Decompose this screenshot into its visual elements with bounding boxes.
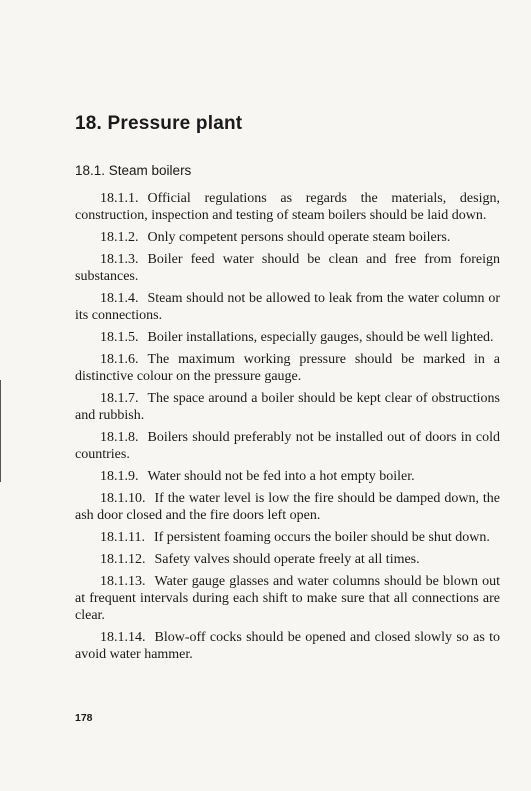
paragraph (75, 573, 500, 624)
paragraph (75, 468, 500, 485)
paragraph-number: 18.1.14. (100, 630, 146, 645)
margin-line (0, 380, 1, 482)
section-heading: 18.1. Steam boilers (75, 163, 192, 178)
paragraph (75, 629, 500, 663)
paragraph-text: Water should not be fed into a hot empty boiler. (147, 469, 415, 484)
paragraph-text: Boilers should preferably not be installed out of doors in cold countries. (75, 430, 500, 462)
paragraph-text: The space around a boiler should be kept clear of obstructions and rubbish. (75, 391, 500, 423)
paragraph-number: 18.1.10. (100, 491, 146, 506)
paragraph (75, 190, 500, 224)
paragraph-number: 18.1.9. (100, 469, 139, 484)
paragraph-text: Boiler feed water should be clean and free from foreign substances. (75, 252, 500, 284)
paragraph (75, 390, 500, 424)
paragraph-number: 18.1.4. (100, 291, 139, 306)
chapter-title: 18. Pressure plant (75, 113, 243, 134)
paragraph-text: The maximum working pressure should be marked in a distinctive colour on the pressure gauge. (75, 352, 500, 384)
paragraph-number: 18.1.1. (100, 191, 139, 206)
paragraph-text: If persistent foaming occurs the boiler should be shut down. (153, 530, 490, 545)
paragraph-text: Official regulations as regards the materials, design, construction, inspection and testing of steam boilers should be laid down. (75, 191, 500, 223)
paragraph-number: 18.1.7. (100, 391, 139, 406)
paragraph-text: If the water level is low the fire should be damped down, the ash door closed and the fire doors left open. (75, 491, 500, 523)
paragraph (75, 290, 500, 324)
paragraph-text: Steam should not be allowed to leak from the water column or its connections. (75, 291, 500, 323)
paragraph-number: 18.1.11. (100, 530, 145, 545)
paragraph (75, 329, 500, 346)
paragraph-number: 18.1.8. (100, 430, 139, 445)
paragraph-number: 18.1.6. (100, 352, 139, 367)
paragraph-text: Blow-off cocks should be opened and closed slowly so as to avoid water hammer. (75, 630, 500, 662)
paragraph-number: 18.1.5. (100, 330, 139, 345)
paragraph-text: Boiler installations, especially gauges, should be well lighted. (147, 330, 494, 345)
paragraph-text: Safety valves should operate freely at all times. (154, 552, 420, 567)
paragraph (75, 429, 500, 463)
paragraph (75, 529, 500, 546)
paragraph-number: 18.1.2. (100, 230, 139, 245)
paragraph (75, 490, 500, 524)
paragraph-text: Water gauge glasses and water columns should be blown out at frequent intervals during each shift to make sure that all connections are clear. (75, 574, 500, 623)
paragraph (75, 551, 500, 568)
paragraph-text: Only competent persons should operate steam boilers. (147, 230, 451, 245)
section-body (75, 190, 500, 668)
paragraph-number: 18.1.12. (100, 552, 146, 567)
paragraph (75, 251, 500, 285)
paragraph-number: 18.1.13. (100, 574, 146, 589)
paragraph-number: 18.1.3. (100, 252, 139, 267)
paragraph (75, 229, 500, 246)
page-number: 178 (75, 712, 93, 724)
paragraph (75, 351, 500, 385)
